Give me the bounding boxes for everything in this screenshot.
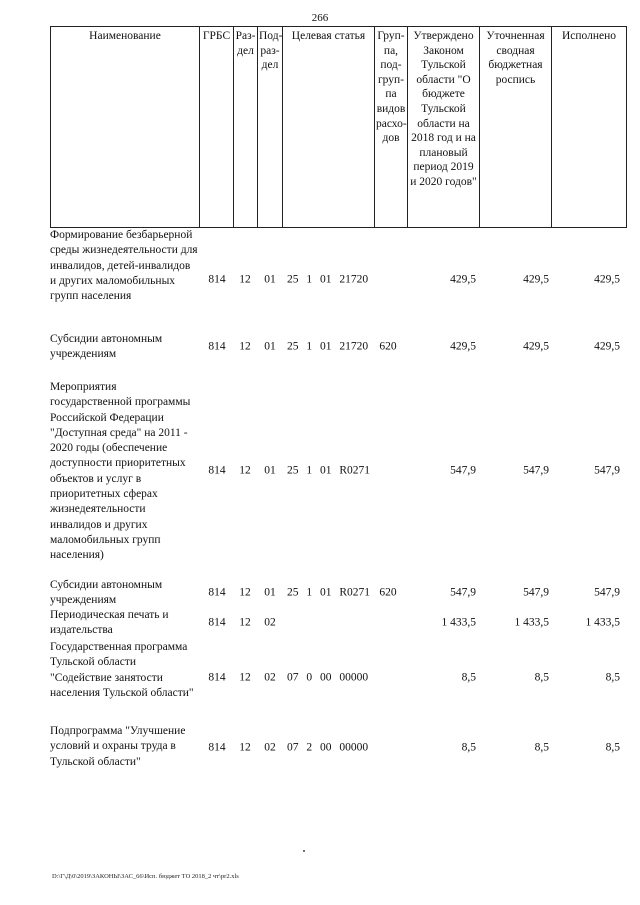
row-podrazdel: 02 — [264, 741, 276, 754]
row-approved: 547,9 — [450, 586, 476, 599]
row-grbs: 814 — [208, 616, 226, 629]
table-row — [50, 380, 626, 562]
row-gruppa: 620 — [379, 586, 397, 599]
row-name: Субсидии автономным учреждениям — [50, 579, 163, 607]
row-razdel: 12 — [239, 671, 251, 684]
row-name: Формирование безбарьерной среды жизнедеятельности для инвалидов, детей-инвалидов и других маломобильных групп населения — [50, 229, 198, 303]
table-row — [50, 724, 626, 772]
row-grbs: 814 — [208, 464, 226, 477]
row-razdel: 12 — [239, 464, 251, 477]
table-row — [50, 608, 626, 638]
row-celevaya: 25 1 01 R0271 — [287, 464, 371, 477]
row-executed: 8,5 — [605, 741, 620, 754]
row-specified: 429,5 — [523, 273, 549, 286]
row-podrazdel: 02 — [264, 616, 276, 629]
table-row — [50, 332, 626, 362]
row-gruppa: 620 — [379, 340, 397, 353]
row-approved: 429,5 — [450, 273, 476, 286]
row-name: Государственная программа Тульской области "Содействие занятости населения Тульской области" — [50, 641, 194, 699]
row-approved: 8,5 — [461, 671, 476, 684]
row-specified: 429,5 — [523, 340, 549, 353]
row-approved: 429,5 — [450, 340, 476, 353]
row-name: Периодическая печать и издательства — [50, 609, 169, 637]
table-header — [50, 26, 627, 228]
row-grbs: 814 — [208, 340, 226, 353]
row-name: Субсидии автономным учреждениям — [50, 333, 163, 361]
row-approved: 1 433,5 — [441, 616, 476, 629]
header-podrazdel: Под-раз-дел — [258, 27, 283, 227]
row-celevaya: 07 0 00 00000 — [287, 671, 369, 684]
row-executed: 8,5 — [605, 671, 620, 684]
row-celevaya: 25 1 01 21720 — [287, 340, 369, 353]
row-specified: 8,5 — [534, 741, 549, 754]
row-specified: 8,5 — [534, 671, 549, 684]
row-approved: 547,9 — [450, 464, 476, 477]
row-name: Мероприятия государственной программы Российской Федерации "Доступная среда" на 2011 - 2020 годы (обеспечение доступности приоритетных объектов и услуг в приоритетных сферах жизнедеятельности инвалидов и других маломобильных групп населения) — [50, 381, 191, 562]
row-celevaya: 25 1 01 21720 — [287, 273, 369, 286]
row-razdel: 12 — [239, 741, 251, 754]
row-podrazdel: 01 — [264, 273, 276, 286]
row-specified: 547,9 — [523, 464, 549, 477]
row-specified: 547,9 — [523, 586, 549, 599]
row-executed: 547,9 — [594, 586, 620, 599]
row-executed: 429,5 — [594, 340, 620, 353]
row-razdel: 12 — [239, 586, 251, 599]
table-row — [50, 640, 626, 716]
row-executed: 547,9 — [594, 464, 620, 477]
header-name: Наименование — [51, 27, 200, 227]
row-podrazdel: 01 — [264, 464, 276, 477]
row-podrazdel: 02 — [264, 671, 276, 684]
table-row — [50, 228, 626, 332]
row-razdel: 12 — [239, 616, 251, 629]
row-grbs: 814 — [208, 741, 226, 754]
header-razdel: Раз-дел — [234, 27, 258, 227]
page-number: 266 — [311, 12, 329, 24]
row-name: Подпрограмма "Улучшение условий и охраны труда в Тульской области" — [50, 725, 186, 768]
row-executed: 429,5 — [594, 273, 620, 286]
header-ispolneno: Исполнено — [552, 27, 627, 227]
row-podrazdel: 01 — [264, 586, 276, 599]
row-executed: 1 433,5 — [585, 616, 620, 629]
row-celevaya: 25 1 01 R0271 — [287, 586, 371, 599]
row-razdel: 12 — [239, 273, 251, 286]
row-celevaya: 07 2 00 00000 — [287, 741, 369, 754]
row-approved: 8,5 — [461, 741, 476, 754]
row-grbs: 814 — [208, 273, 226, 286]
header-utochnennaya: Уточненная сводная бюджетная роспись — [480, 27, 552, 227]
row-razdel: 12 — [239, 340, 251, 353]
table-row — [50, 578, 626, 608]
header-gruppa: Груп-па, под-груп-па видов расхо-дов — [375, 27, 408, 227]
row-specified: 1 433,5 — [514, 616, 549, 629]
row-grbs: 814 — [208, 671, 226, 684]
footer-file-path: D:\Г\Д\0\2019\ЗАКОНЫ\ЗАС_66\Исп. бюджет ТО 2018_2 чт\pr2.xls — [52, 873, 239, 880]
row-podrazdel: 01 — [264, 340, 276, 353]
header-celevaya: Целевая статья — [283, 27, 375, 227]
scan-speck — [303, 850, 305, 852]
header-utverzhdeno: Утверждено Законом Тульской области "О бюджете Тульской области на 2018 год и на плановый период 2019 и 2020 годов" — [408, 27, 480, 227]
row-grbs: 814 — [208, 586, 226, 599]
header-grbs: ГРБС — [200, 27, 234, 227]
